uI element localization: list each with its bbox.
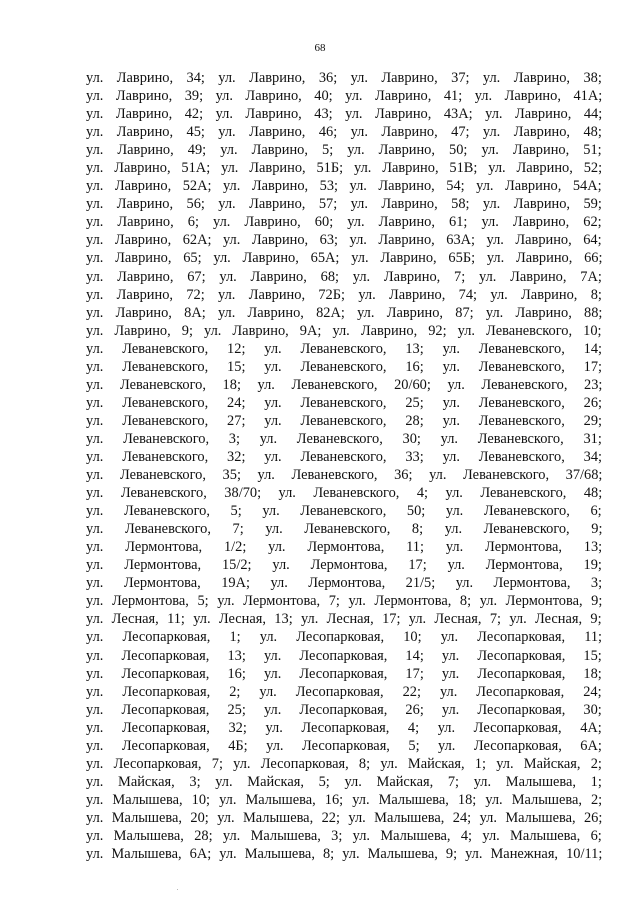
- text-line: ул. Лермонтова, 5; ул. Лермонтова, 7; ул. Лермонтова, 8; ул. Лермонтова, 9;: [86, 593, 603, 610]
- text-line: ул. Леваневского, 7; ул. Леваневского, 8; ул. Леваневского, 9;: [86, 521, 603, 538]
- text-line: ул. Леваневского, 5; ул. Леваневского, 50; ул. Леваневского, 6;: [86, 503, 602, 520]
- text-line: ул. Лаврино, 67; ул. Лаврино, 68; ул. Лаврино, 7; ул. Лаврино, 7А;: [86, 268, 602, 285]
- page-number: 68: [314, 42, 326, 54]
- text-line: ул. Лесопарковая, 2; ул. Лесопарковая, 22; ул. Лесопарковая, 24;: [86, 683, 602, 700]
- text-line: ул. Малышева, 20; ул. Малышева, 22; ул. Малышева, 24; ул. Малышева, 26;: [86, 809, 603, 826]
- text-line: ул. Лаврино, 49; ул. Лаврино, 5; ул. Лаврино, 50; ул. Лаврино, 51;: [86, 142, 602, 159]
- scan-artifact: [177, 889, 178, 890]
- text-line: ул. Лесопарковая, 4Б; ул. Лесопарковая, 5; ул. Лесопарковая, 6А;: [86, 737, 602, 754]
- text-line: ул. Лесопарковая, 32; ул. Лесопарковая, 4; ул. Лесопарковая, 4А;: [86, 719, 602, 736]
- text-line: ул. Леваневского, 38/70; ул. Леваневского, 4; ул. Леваневского, 48;: [86, 485, 603, 502]
- text-line: ул. Леваневского, 35; ул. Леваневского, 36; ул. Леваневского, 37/68;: [86, 467, 603, 484]
- text-line: ул. Леваневского, 32; ул. Леваневского, 33; ул. Леваневского, 34;: [86, 448, 603, 465]
- text-line: ул. Лаврино, 9; ул. Лаврино, 9А; ул. Лаврино, 92; ул. Леваневского, 10;: [86, 322, 602, 339]
- text-line: ул. Майская, 3; ул. Майская, 5; ул. Майская, 7; ул. Малышева, 1;: [86, 773, 602, 790]
- text-line: ул. Лаврино, 45; ул. Лаврино, 46; ул. Лаврино, 47; ул. Лаврино, 48;: [86, 124, 602, 141]
- text-line: ул. Лесопарковая, 1; ул. Лесопарковая, 10; ул. Лесопарковая, 11;: [86, 629, 603, 646]
- text-line: ул. Лесопарковая, 16; ул. Лесопарковая, 17; ул. Лесопарковая, 18;: [86, 665, 602, 682]
- text-line: ул. Леваневского, 15; ул. Леваневского, 16; ул. Леваневского, 17;: [86, 358, 603, 375]
- text-line: ул. Лесная, 11; ул. Лесная, 13; ул. Лесная, 17; ул. Лесная, 7; ул. Лесная, 9;: [86, 611, 602, 628]
- text-line: ул. Малышева, 10; ул. Малышева, 16; ул. Малышева, 18; ул. Малышева, 2;: [86, 791, 603, 808]
- text-line: ул. Лесопарковая, 13; ул. Лесопарковая, 14; ул. Лесопарковая, 15;: [86, 647, 602, 664]
- text-line: ул. Лесопарковая, 25; ул. Лесопарковая, 26; ул. Лесопарковая, 30;: [86, 701, 602, 718]
- text-line: ул. Лаврино, 72; ул. Лаврино, 72Б; ул. Лаврино, 74; ул. Лаврино, 8;: [86, 286, 602, 303]
- text-line: ул. Леваневского, 27; ул. Леваневского, 28; ул. Леваневского, 29;: [86, 412, 603, 429]
- text-line: ул. Леваневского, 24; ул. Леваневского, 25; ул. Леваневского, 26;: [86, 394, 603, 411]
- text-line: ул. Лаврино, 52А; ул. Лаврино, 53; ул. Лаврино, 54; ул. Лаврино, 54А;: [86, 178, 602, 195]
- text-line: ул. Лермонтова, 15/2; ул. Лермонтова, 17; ул. Лермонтова, 19;: [86, 557, 602, 574]
- text-line: ул. Леваневского, 18; ул. Леваневского, 20/60; ул. Леваневского, 23;: [86, 376, 603, 393]
- text-line: ул. Лаврино, 62А; ул. Лаврино, 63; ул. Лаврино, 63А; ул. Лаврино, 64;: [86, 232, 602, 249]
- text-line: ул. Малышева, 6А; ул. Малышева, 8; ул. Малышева, 9; ул. Манежная, 10/11;: [86, 846, 603, 863]
- text-line: ул. Лермонтова, 1/2; ул. Лермонтова, 11; ул. Лермонтова, 13;: [86, 539, 603, 556]
- text-line: ул. Лесопарковая, 7; ул. Лесопарковая, 8; ул. Майская, 1; ул. Майская, 2;: [86, 755, 602, 772]
- text-line: ул. Леваневского, 12; ул. Леваневского, 13; ул. Леваневского, 14;: [86, 340, 603, 357]
- text-line: ул. Лаврино, 56; ул. Лаврино, 57; ул. Лаврино, 58; ул. Лаврино, 59;: [86, 196, 602, 213]
- text-line: ул. Лаврино, 8А; ул. Лаврино, 82А; ул. Лаврино, 87; ул. Лаврино, 88;: [86, 304, 603, 321]
- address-list: [86, 69, 602, 863]
- text-line: ул. Лаврино, 51А; ул. Лаврино, 51Б; ул. Лаврино, 51В; ул. Лаврино, 52;: [86, 160, 603, 177]
- text-line: ул. Лаврино, 34; ул. Лаврино, 36; ул. Лаврино, 37; ул. Лаврино, 38;: [86, 70, 602, 86]
- text-line: ул. Лаврино, 6; ул. Лаврино, 60; ул. Лаврино, 61; ул. Лаврино, 62;: [86, 214, 602, 231]
- text-line: ул. Лаврино, 42; ул. Лаврино, 43; ул. Лаврино, 43А; ул. Лаврино, 44;: [86, 106, 603, 123]
- text-line: ул. Лаврино, 65; ул. Лаврино, 65А; ул. Лаврино, 65Б; ул. Лаврино, 66;: [86, 250, 603, 267]
- text-line: ул. Лаврино, 39; ул. Лаврино, 40; ул. Лаврино, 41; ул. Лаврино, 41А;: [86, 88, 603, 105]
- text-line: ул. Леваневского, 3; ул. Леваневского, 30; ул. Леваневского, 31;: [86, 430, 602, 447]
- text-line: ул. Лермонтова, 19А; ул. Лермонтова, 21/5; ул. Лермонтова, 3;: [86, 575, 603, 592]
- text-line: ул. Малышева, 28; ул. Малышева, 3; ул. Малышева, 4; ул. Малышева, 6;: [86, 827, 602, 844]
